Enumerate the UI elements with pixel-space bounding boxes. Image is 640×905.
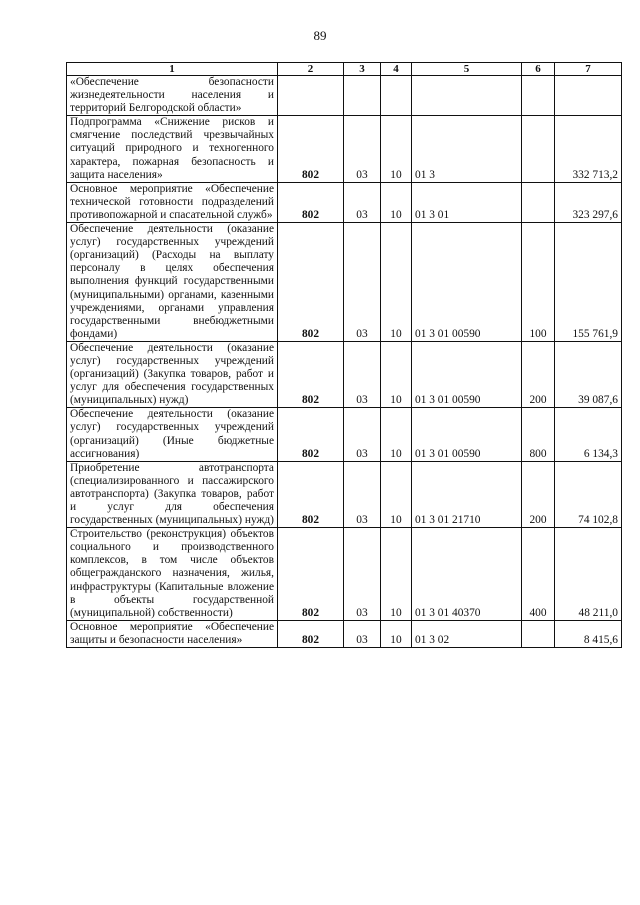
row-section-cell: 03 xyxy=(344,182,381,222)
table-row xyxy=(67,408,622,461)
row-subsection-cell: 10 xyxy=(381,341,412,407)
row-expense-type-cell: 400 xyxy=(522,528,555,621)
header-col-2: 2 xyxy=(278,63,344,76)
row-amount-cell: 332 713,2 xyxy=(555,116,622,182)
table-row xyxy=(67,341,622,407)
row-section-cell: 03 xyxy=(344,408,381,461)
table-row xyxy=(67,182,622,222)
row-name-cell: Обеспечение деятельности (оказание услуг) государственных учреждений (организаций) (Закупка товаров, работ и услуг для обеспечения государственных (муниципальных) нужд) xyxy=(67,341,278,407)
row-ved-cell xyxy=(278,76,344,116)
row-expense-type-cell xyxy=(522,620,555,647)
row-amount-cell: 39 087,6 xyxy=(555,341,622,407)
row-target-code-cell: 01 3 01 00590 xyxy=(412,408,522,461)
row-target-code-cell: 01 3 01 40370 xyxy=(412,528,522,621)
page-number: 89 xyxy=(313,28,327,43)
row-ved-cell: 802 xyxy=(278,528,344,621)
row-subsection-cell xyxy=(381,76,412,116)
row-name-cell: Обеспечение деятельности (оказание услуг) государственных учреждений (организаций) (Иные бюджетные ассигнования) xyxy=(67,408,278,461)
header-col-6: 6 xyxy=(522,63,555,76)
row-expense-type-cell: 200 xyxy=(522,461,555,527)
row-section-cell: 03 xyxy=(344,528,381,621)
row-amount-cell: 323 297,6 xyxy=(555,182,622,222)
row-name-cell: Приобретение автотранспорта (специализированного и пассажирского автотранспорта) (Закупка товаров, работ и услуг для обеспечения государственных (муниципальных) нужд) xyxy=(67,461,278,527)
row-expense-type-cell: 200 xyxy=(522,341,555,407)
row-ved-cell: 802 xyxy=(278,116,344,182)
row-subsection-cell: 10 xyxy=(381,182,412,222)
header-col-7: 7 xyxy=(555,63,622,76)
table-row xyxy=(67,528,622,621)
table-row xyxy=(67,223,622,342)
header-col-5: 5 xyxy=(412,63,522,76)
row-ved-cell: 802 xyxy=(278,223,344,342)
row-ved-cell: 802 xyxy=(278,620,344,647)
row-amount-cell: 8 415,6 xyxy=(555,620,622,647)
row-name-cell: «Обеспечение безопасности жизнедеятельности населения и территорий Белгородской области» xyxy=(67,76,278,116)
header-col-3: 3 xyxy=(344,63,381,76)
row-target-code-cell: 01 3 01 xyxy=(412,182,522,222)
row-target-code-cell: 01 3 01 00590 xyxy=(412,223,522,342)
table-row xyxy=(67,76,622,116)
row-subsection-cell: 10 xyxy=(381,461,412,527)
row-target-code-cell: 01 3 xyxy=(412,116,522,182)
row-target-code-cell: 01 3 01 00590 xyxy=(412,341,522,407)
row-name-cell: Подпрограмма «Снижение рисков и смягчение последствий чрезвычайных ситуаций природного и техногенного характера, пожарная безопасность и защита населения» xyxy=(67,116,278,182)
row-section-cell: 03 xyxy=(344,620,381,647)
row-ved-cell: 802 xyxy=(278,182,344,222)
row-name-cell: Строительство (реконструкция) объектов социального и производственного комплексов, в том числе объектов общегражданского назначения, жилья, инфраструктуры (Капитальные вложение в объекты государственной (муниципальной) собственности) xyxy=(67,528,278,621)
row-amount-cell: 155 761,9 xyxy=(555,223,622,342)
header-row xyxy=(67,63,622,76)
row-section-cell: 03 xyxy=(344,223,381,342)
row-expense-type-cell xyxy=(522,76,555,116)
row-ved-cell: 802 xyxy=(278,408,344,461)
row-target-code-cell: 01 3 02 xyxy=(412,620,522,647)
table-row xyxy=(67,116,622,182)
row-subsection-cell: 10 xyxy=(381,116,412,182)
row-name-cell: Обеспечение деятельности (оказание услуг) государственных учреждений (организаций) (Расходы на выплату персоналу в целях обеспечения выполнения функций государственными (муниципальными) органами, казенными учреждениями, органами управления государственными внебюджетными фондами) xyxy=(67,223,278,342)
row-amount-cell: 74 102,8 xyxy=(555,461,622,527)
row-target-code-cell: 01 3 01 21710 xyxy=(412,461,522,527)
row-expense-type-cell: 100 xyxy=(522,223,555,342)
row-expense-type-cell: 800 xyxy=(522,408,555,461)
row-amount-cell xyxy=(555,76,622,116)
row-expense-type-cell xyxy=(522,182,555,222)
row-name-cell: Основное мероприятие «Обеспечение защиты и безопасности населения» xyxy=(67,620,278,647)
table-row xyxy=(67,461,622,527)
table-body xyxy=(67,76,622,648)
row-ved-cell: 802 xyxy=(278,341,344,407)
row-subsection-cell: 10 xyxy=(381,528,412,621)
row-section-cell: 03 xyxy=(344,116,381,182)
row-amount-cell: 6 134,3 xyxy=(555,408,622,461)
row-subsection-cell: 10 xyxy=(381,620,412,647)
row-subsection-cell: 10 xyxy=(381,408,412,461)
row-expense-type-cell xyxy=(522,116,555,182)
row-amount-cell: 48 211,0 xyxy=(555,528,622,621)
row-target-code-cell xyxy=(412,76,522,116)
row-ved-cell: 802 xyxy=(278,461,344,527)
row-section-cell: 03 xyxy=(344,461,381,527)
row-name-cell: Основное мероприятие «Обеспечение технической готовности подразделений противопожарной и спасательной служб» xyxy=(67,182,278,222)
header-col-1: 1 xyxy=(67,63,278,76)
budget-table xyxy=(66,62,622,648)
row-subsection-cell: 10 xyxy=(381,223,412,342)
row-section-cell: 03 xyxy=(344,341,381,407)
header-col-4: 4 xyxy=(381,63,412,76)
table-row xyxy=(67,620,622,647)
row-section-cell xyxy=(344,76,381,116)
